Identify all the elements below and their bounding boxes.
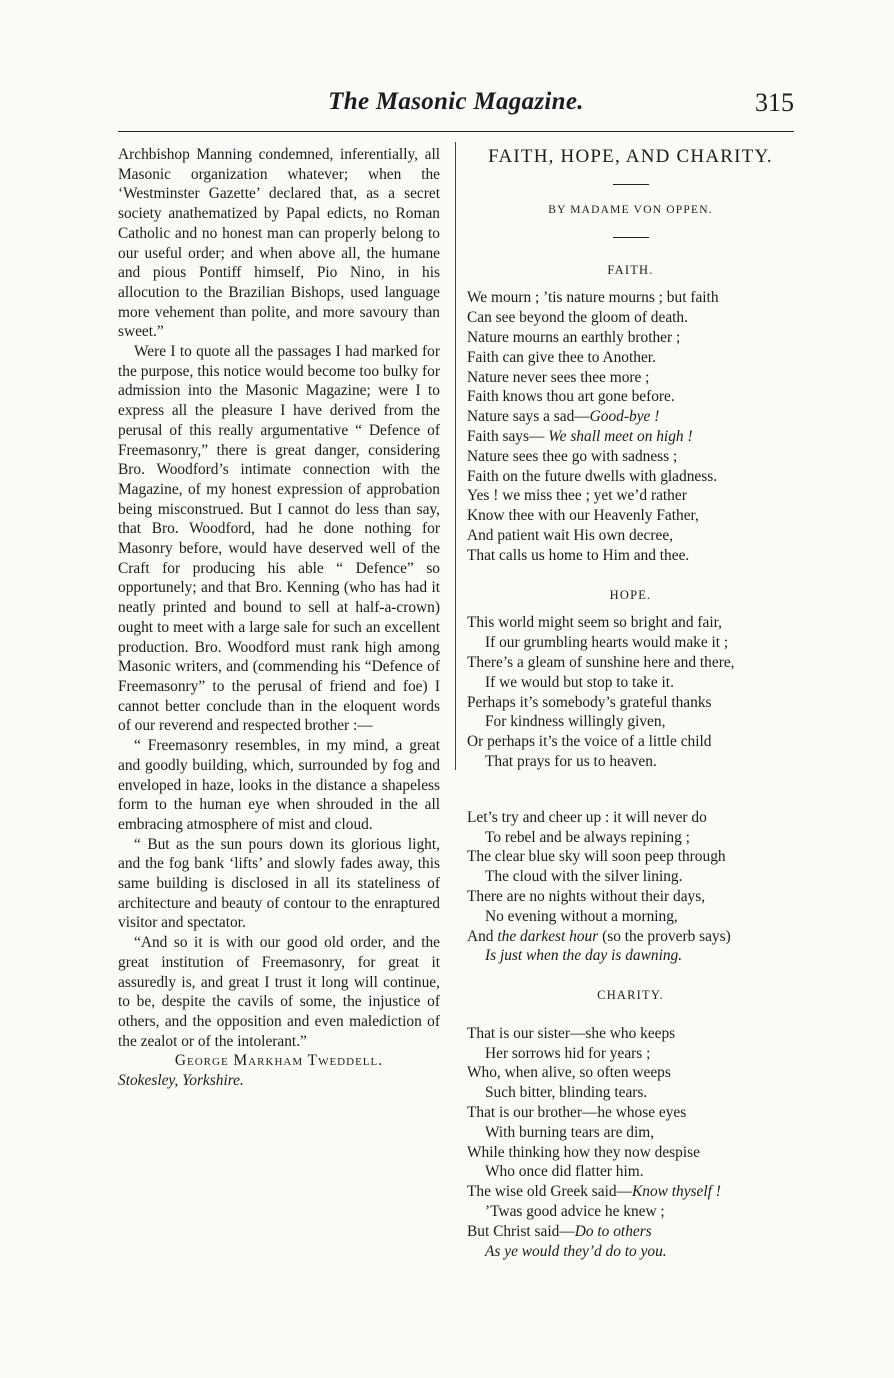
poem-line xyxy=(467,1222,794,1242)
line-text: But Christ said— xyxy=(467,1222,575,1240)
poem-line: While thinking how they now despise xyxy=(467,1143,700,1161)
poem-line xyxy=(467,927,794,947)
poem-line: Know thee with our Heavenly Father, xyxy=(467,507,699,525)
poem-line xyxy=(467,946,794,966)
poem-line: Nature mourns an earthly brother ; xyxy=(467,328,681,346)
poem-line: ’Twas good advice he knew ; xyxy=(485,1203,665,1221)
poem-line: Her sorrows hid for years ; xyxy=(485,1044,651,1062)
paragraph: “ Freemasonry resembles, in my mind, a great and goodly building, which, surrounded by fog and enveloped in haze, looks in the distance a shapeless form to the human eye when shrouded in the all embracing atmosphere of mist and cloud. xyxy=(118,737,440,833)
section-heading-faith: FAITH. xyxy=(607,262,654,277)
poem-line: That prays for us to heaven. xyxy=(485,752,657,770)
poem-line: To rebel and be always repining ; xyxy=(485,828,690,846)
poem-line: There’s a gleam of sunshine here and there, xyxy=(467,653,735,671)
poem-line: If our grumbling hearts would make it ; xyxy=(485,634,729,652)
poem-line xyxy=(467,427,794,447)
paragraph: “And so it is with our good old order, and the great institution of Freemasonry, for great it assuredly is, and great I trust it long will continue, to be, despite the cavils of some, the injustice of others, and the opposition and even malediction of the zealot or of the intolerant.” xyxy=(118,934,440,1050)
left-column xyxy=(118,145,440,1091)
byline-rule xyxy=(613,237,649,238)
line-text: Nature says a sad— xyxy=(467,408,590,426)
paragraph: “ But as the sun pours down its glorious light, and the fog bank ‘lifts’ and slowly fades away, this same building is disclosed in all its stateliness of architecture and beauty of contour to the enraptured visitor and spectator. xyxy=(118,835,440,932)
author-place: Stokesley, Yorkshire. xyxy=(118,1072,244,1090)
line-text: (so the proverb says) xyxy=(598,927,731,945)
paragraph: Archbishop Manning condemned, inferentially, all Masonic organization whatever; when the ‘Westminster Gazette’ declared that, as a secret society anathematized by Papal edicts, no Roman Catholic and no honest man can properly belong to our useful order; and when above all, the humane and pious Pontiff himself, Pio Nino, in his allocution to the Brazilian Bishops, used language more vehement than polite, and more savoury than sweet.” xyxy=(118,146,440,341)
poem-line: Who once did flatter him. xyxy=(485,1163,644,1181)
line-italic: As ye would they’d do to you. xyxy=(485,1242,667,1260)
poem-title: FAITH, HOPE, AND CHARITY. xyxy=(488,146,773,167)
line-italic: Good-bye ! xyxy=(589,408,660,426)
poem-line: We mourn ; ’tis nature mourns ; but faith xyxy=(467,289,719,307)
poem-line xyxy=(467,407,794,427)
stanza-charity xyxy=(467,1024,794,1262)
stanza-hope-2 xyxy=(467,808,794,966)
line-italic: We shall meet on high ! xyxy=(548,427,693,445)
poem-line: With burning tears are dim, xyxy=(485,1123,655,1141)
poem-line: The clear blue sky will soon peep through xyxy=(467,848,726,866)
poem-line: There are no nights without their days, xyxy=(467,887,706,905)
poem-line: This world might seem so bright and fair, xyxy=(467,614,722,632)
line-text: And xyxy=(467,927,498,945)
poem-line: If we would but stop to take it. xyxy=(485,673,674,691)
poem-line: For kindness willingly given, xyxy=(485,713,666,731)
poem-line: Perhaps it’s somebody’s grateful thanks xyxy=(467,693,712,711)
poem-line: That calls us home to Him and thee. xyxy=(467,546,690,564)
line-italic: Know thyself ! xyxy=(631,1183,721,1201)
stanza-faith xyxy=(467,288,794,565)
poem-line: Or perhaps it’s the voice of a little child xyxy=(467,733,712,751)
running-title: The Masonic Magazine. xyxy=(328,88,584,115)
paragraph: Were I to quote all the passages I had marked for the purpose, this notice would become too bulky for admission into the Masonic Magazine; were I to express all the pleasure I have derived from the perusal of this really argumentative “ Defence of Freemasonry,” there is great danger, considering Bro. Woodford’s intimate connection with the Magazine, of my honest expression of approbation being misconstrued. But I cannot do less than say, that Bro. Woodford, had he done nothing for Masonry before, would have deserved well of the Craft for producing his able “ Defence” so opportunely; and that Bro. Kenning (who has had it neatly printed and bound to sell at half-a-crown) ought to meet with a large sale for such an excellent production. Bro. Woodford must rank high among Masonic writers, and (commending his “Defence of Freemasonry” to the perusal of friend and foe) I cannot better conclude than in the eloquent words of our reverend and respected brother :— xyxy=(118,343,440,735)
line-text: The wise old Greek said— xyxy=(467,1183,632,1201)
page-header xyxy=(118,88,794,124)
line-italic: Is just when the day is dawning. xyxy=(485,947,683,965)
poem-line: That is our brother—he whose eyes xyxy=(467,1104,687,1122)
line-italic: the darkest hour xyxy=(497,927,599,945)
column-divider xyxy=(455,142,456,770)
poem-line: Nature sees thee go with sadness ; xyxy=(467,447,678,465)
poem-line: And patient wait His own decree, xyxy=(467,526,674,544)
poem-line: Let’s try and cheer up : it will never do xyxy=(467,808,707,826)
poem-line: Can see beyond the gloom of death. xyxy=(467,309,688,327)
poem-line: Faith on the future dwells with gladness. xyxy=(467,467,718,485)
poem-line: Faith knows thou art gone before. xyxy=(467,388,675,406)
stanza-hope-1 xyxy=(467,613,794,771)
page-number: 315 xyxy=(755,88,794,117)
poem-byline: BY MADAME VON OPPEN. xyxy=(548,203,713,216)
section-heading-hope: HOPE. xyxy=(609,587,652,602)
section-heading-charity: CHARITY. xyxy=(597,988,664,1003)
poem-line: Such bitter, blinding tears. xyxy=(485,1084,648,1102)
author-signature: George Markham Tweddell. xyxy=(174,1052,384,1070)
poem-line: Who, when alive, so often weeps xyxy=(467,1064,671,1082)
line-italic: Do to others xyxy=(574,1222,652,1240)
poem-line: The cloud with the silver lining. xyxy=(485,868,683,886)
right-column xyxy=(467,145,794,1261)
title-rule xyxy=(613,184,649,185)
poem-line: Nature never sees thee more ; xyxy=(467,368,650,386)
poem-line: Yes ! we miss thee ; yet we’d rather xyxy=(467,487,687,505)
poem-line xyxy=(467,1242,794,1262)
line-text: Faith says— xyxy=(467,427,549,445)
poem-line: Faith can give thee to Another. xyxy=(467,348,656,366)
poem-line xyxy=(467,1182,794,1202)
header-rule xyxy=(118,131,794,132)
poem-line: No evening without a morning, xyxy=(485,907,678,925)
poem-line: That is our sister—she who keeps xyxy=(467,1024,676,1042)
